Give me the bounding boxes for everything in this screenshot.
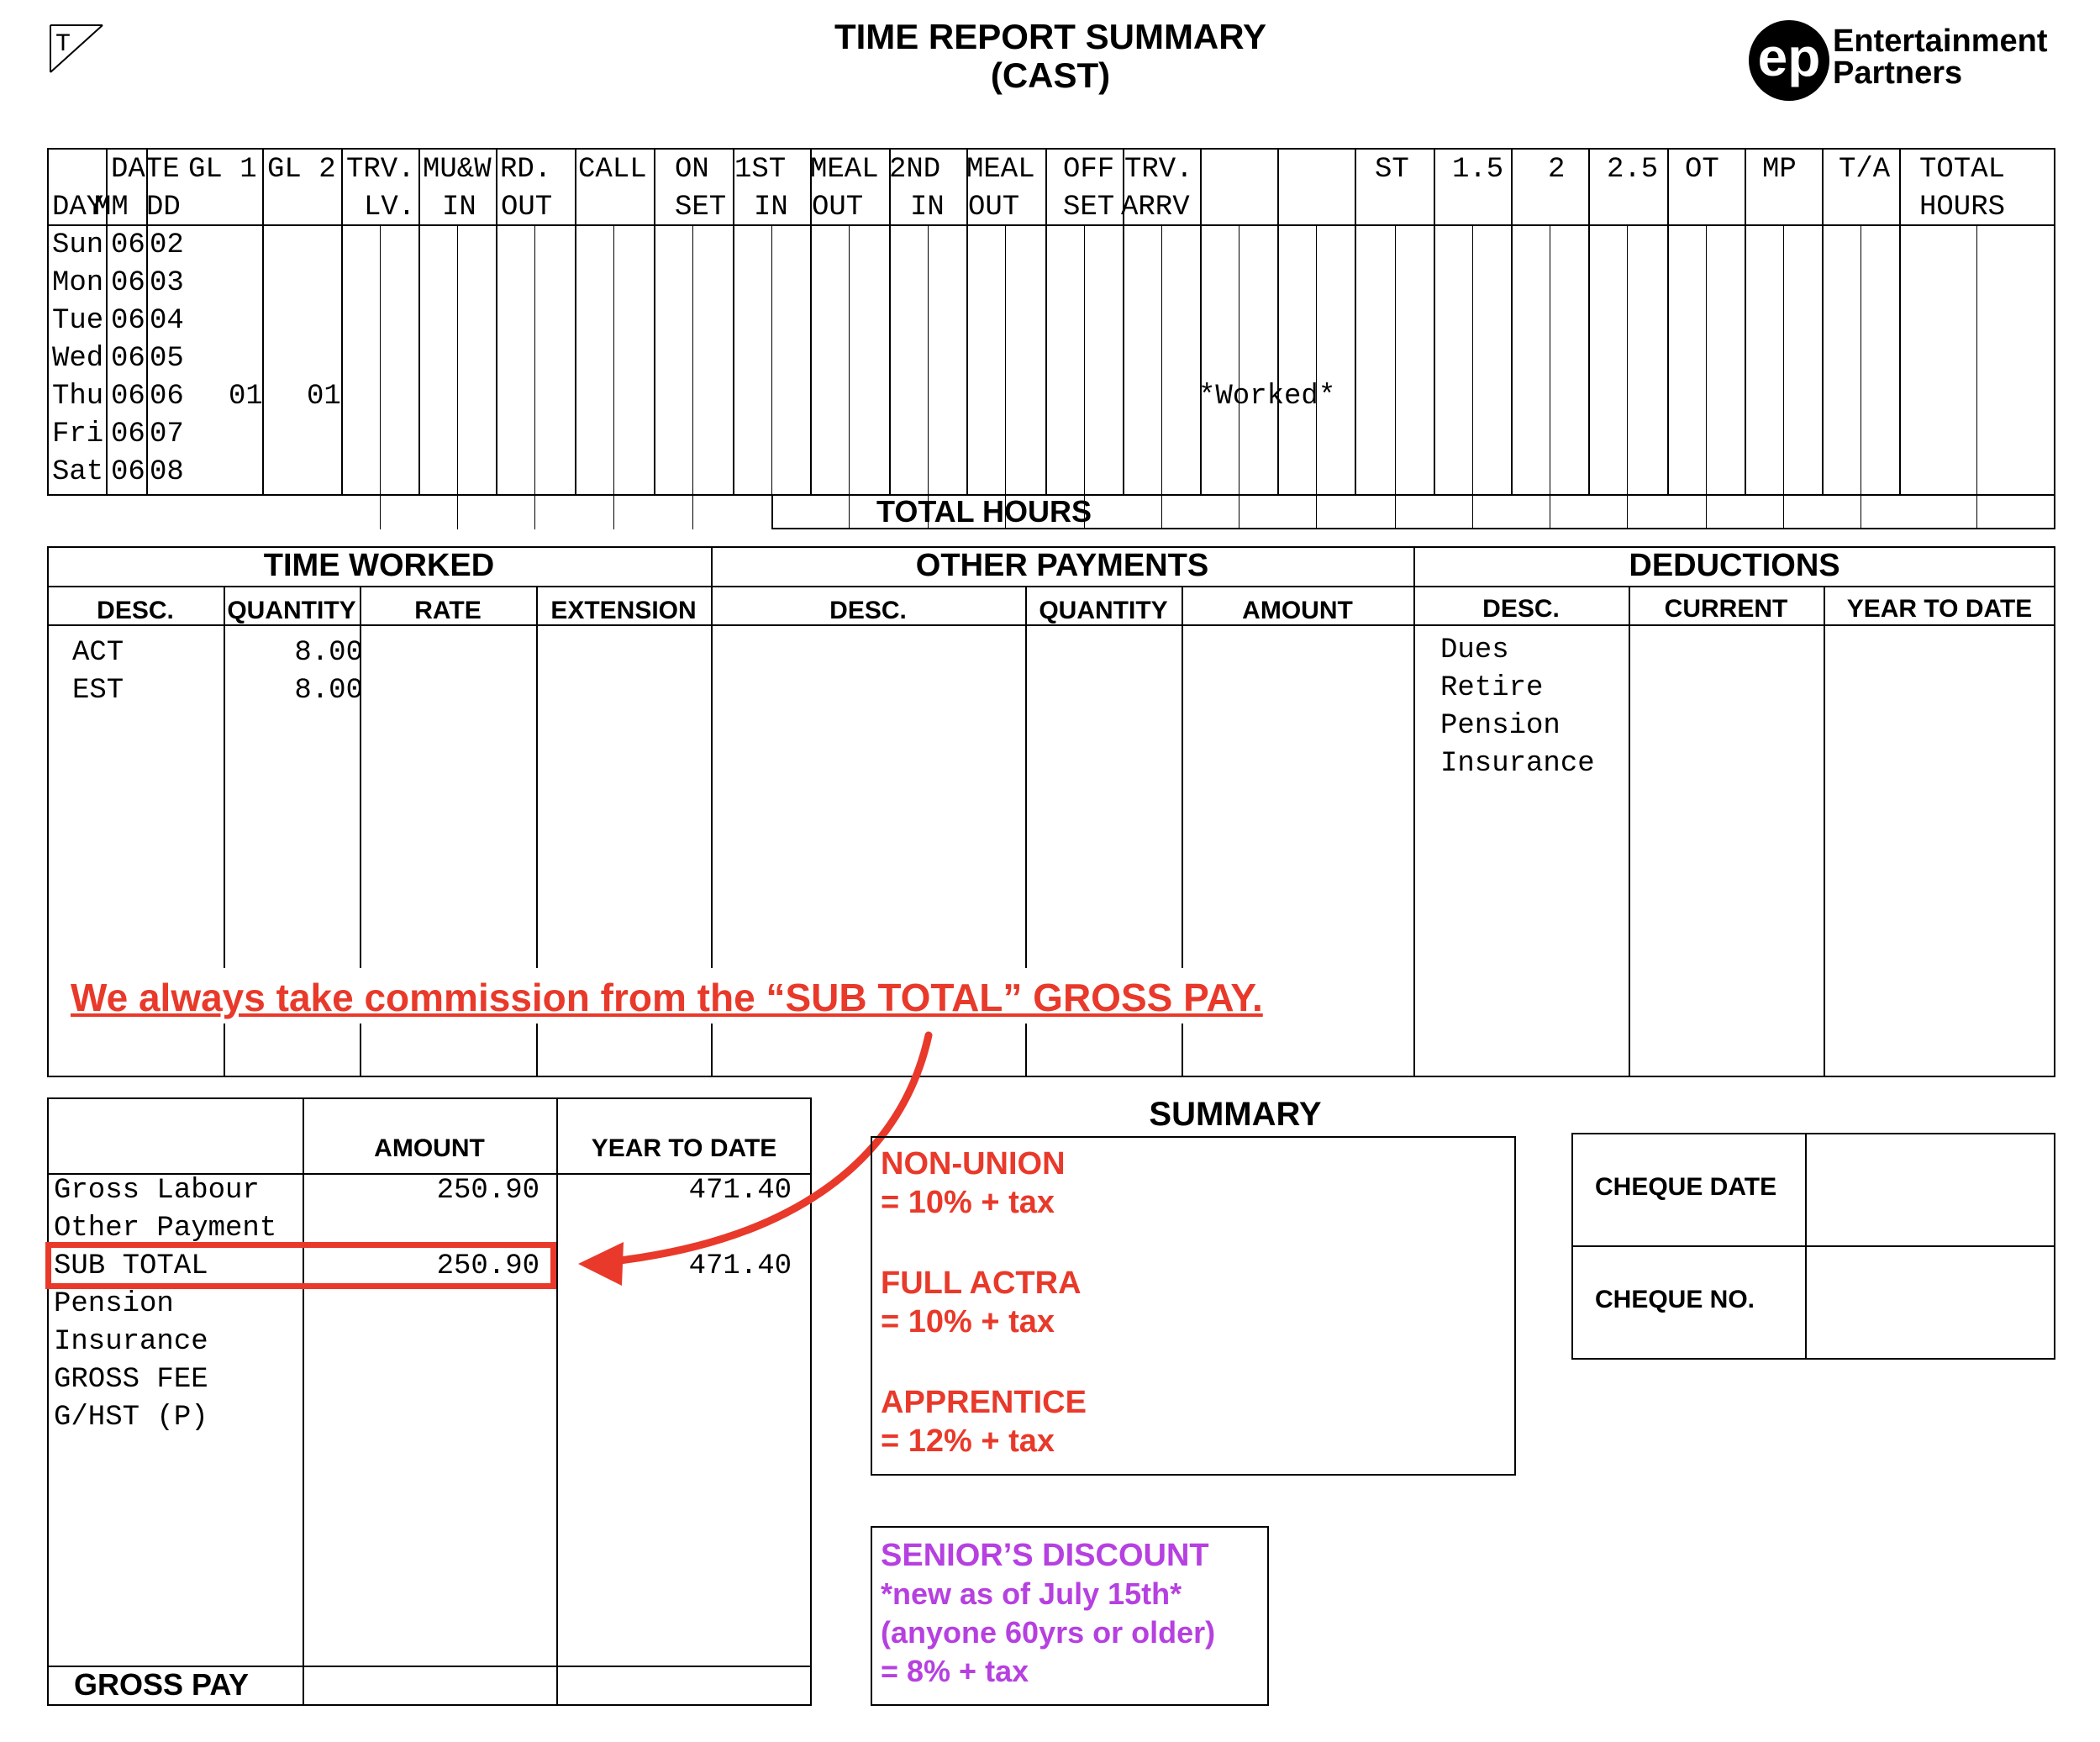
day-note: *Worked* xyxy=(1198,381,1336,413)
rate-value: = 10% + tax xyxy=(881,1185,1055,1220)
tw-extension-header: EXTENSION xyxy=(550,597,697,624)
ded-desc-header: DESC. xyxy=(1482,595,1560,623)
day-name: Sun xyxy=(52,229,104,261)
col-gl1-header: GL 1 xyxy=(188,154,257,186)
cheque-no-label: CHEQUE NO. xyxy=(1595,1286,1755,1313)
brand-name-line1: Entertainment xyxy=(1833,24,2048,59)
col-on-set-header: ON xyxy=(675,154,709,186)
pay-label: GROSS FEE xyxy=(54,1364,208,1396)
col-2-5-header: 2.5 xyxy=(1607,154,1659,186)
cheque-box xyxy=(1571,1133,2055,1360)
tw-rate-header: RATE xyxy=(414,597,482,624)
col-lv-header: LV. xyxy=(364,192,416,224)
day-name: Wed xyxy=(52,343,104,375)
rate-name: FULL ACTRA xyxy=(881,1266,1082,1301)
col-meal2-out-header: OUT xyxy=(968,192,1020,224)
col-2nd-header: 2ND xyxy=(889,154,941,186)
gross-pay-label: GROSS PAY xyxy=(74,1667,250,1702)
day-dd: 03 xyxy=(150,267,184,299)
deductions-heading: DEDUCTIONS xyxy=(1629,548,1840,583)
day-mm: 06 xyxy=(111,381,145,413)
day-dd: 04 xyxy=(150,305,184,337)
seniors-line1: SENIOR’S DISCOUNT xyxy=(881,1538,1209,1573)
day-mm: 06 xyxy=(111,418,145,450)
brand-name-line2: Partners xyxy=(1833,55,1963,91)
col-off-set-header: OFF xyxy=(1063,154,1115,186)
pay-label: Other Payment xyxy=(54,1213,277,1245)
pay-amount: 250.90 xyxy=(436,1175,539,1207)
day-mm: 06 xyxy=(111,343,145,375)
col-hours-header: HOURS xyxy=(1919,192,2006,224)
ytd-header: YEAR TO DATE xyxy=(591,1134,777,1162)
pay-label: Gross Labour xyxy=(54,1175,260,1207)
col-1st-header: 1ST xyxy=(734,154,787,186)
col-ta-header: T/A xyxy=(1839,154,1891,186)
day-gl2: 01 xyxy=(307,381,341,413)
day-dd: 07 xyxy=(150,418,184,450)
col-ot-header: OT xyxy=(1685,154,1719,186)
col-meal1-out-header: OUT xyxy=(812,192,864,224)
ep-logo-text: ep xyxy=(1757,27,1821,87)
seniors-line4: = 8% + tax xyxy=(881,1654,1029,1688)
day-name: Fri xyxy=(52,418,104,450)
pay-label: Pension xyxy=(54,1288,174,1320)
rate-name: APPRENTICE xyxy=(881,1385,1087,1420)
col-mm-header: MM xyxy=(94,192,129,224)
day-gl1: 01 xyxy=(229,381,263,413)
day-mm: 06 xyxy=(111,229,145,261)
op-desc-header: DESC. xyxy=(829,597,907,624)
day-name: Tue xyxy=(52,305,104,337)
col-2nd-in-header: IN xyxy=(910,192,945,224)
tw-quantity-header: QUANTITY xyxy=(227,597,356,624)
rate-name: NON-UNION xyxy=(881,1146,1066,1182)
col-set-header: SET xyxy=(675,192,727,224)
summary-box xyxy=(871,1136,1516,1476)
day-dd: 06 xyxy=(150,381,184,413)
pay-ytd: 471.40 xyxy=(688,1175,792,1207)
amount-header: AMOUNT xyxy=(374,1134,485,1162)
col-muw-header: MU&W xyxy=(423,154,492,186)
day-name: Thu xyxy=(52,381,104,413)
col-call-header: CALL xyxy=(578,154,647,186)
other-payments-heading: OTHER PAYMENTS xyxy=(915,548,1209,583)
ded-item: Dues xyxy=(1440,634,1509,666)
pay-label: SUB TOTAL xyxy=(54,1250,208,1282)
tw-desc-header: DESC. xyxy=(97,597,174,624)
cheque-date-label: CHEQUE DATE xyxy=(1595,1173,1777,1201)
rate-value: = 12% + tax xyxy=(881,1424,1055,1459)
col-off-set-bottom-header: SET xyxy=(1063,192,1115,224)
col-meal2-header: MEAL xyxy=(966,154,1035,186)
col-dd-header: DD xyxy=(146,192,181,224)
col-mp-header: MP xyxy=(1762,154,1797,186)
time-worked-heading: TIME WORKED xyxy=(263,548,495,583)
corner-mark-letter: T xyxy=(55,30,71,59)
col-gl2-header: GL 2 xyxy=(267,154,336,186)
total-hours-label: TOTAL HOURS xyxy=(876,494,1092,529)
ded-item: Insurance xyxy=(1440,748,1595,780)
op-amount-header: AMOUNT xyxy=(1242,597,1353,624)
op-quantity-header: QUANTITY xyxy=(1039,597,1168,624)
seniors-discount-box xyxy=(871,1526,1269,1706)
pay-label: Insurance xyxy=(54,1326,208,1358)
day-mm: 06 xyxy=(111,305,145,337)
rate-value: = 10% + tax xyxy=(881,1304,1055,1339)
day-mm: 06 xyxy=(111,456,145,488)
day-dd: 02 xyxy=(150,229,184,261)
col-meal1-header: MEAL xyxy=(810,154,879,186)
col-day-header: DAY xyxy=(52,192,104,224)
tw-desc: ACT xyxy=(72,637,124,669)
form-title: TIME REPORT SUMMARY xyxy=(834,17,1267,56)
col-st-header: ST xyxy=(1375,154,1409,186)
seniors-line3: (anyone 60yrs or older) xyxy=(881,1615,1216,1650)
day-dd: 08 xyxy=(150,456,184,488)
tw-desc: EST xyxy=(72,675,124,707)
tw-qty: 8.00 xyxy=(294,675,363,707)
col-2-header: 2 xyxy=(1548,154,1566,186)
col-rd-header: RD. xyxy=(500,154,552,186)
tw-qty: 8.00 xyxy=(294,637,363,669)
day-mm: 06 xyxy=(111,267,145,299)
pay-ytd: 471.40 xyxy=(688,1250,792,1282)
col-arrv-header: ARRV xyxy=(1121,192,1190,224)
day-dd: 05 xyxy=(150,343,184,375)
pay-label: G/HST (P) xyxy=(54,1402,208,1434)
ded-current-header: CURRENT xyxy=(1664,595,1788,623)
day-name: Mon xyxy=(52,267,104,299)
col-mu-in-header: IN xyxy=(442,192,476,224)
col-trv-arrv-header: TRV. xyxy=(1124,154,1193,186)
summary-heading: SUMMARY xyxy=(1149,1096,1322,1133)
col-1st-in-header: IN xyxy=(754,192,788,224)
day-name: Sat xyxy=(52,456,104,488)
col-trv-lv-header: TRV. xyxy=(346,154,415,186)
form-subtitle: (CAST) xyxy=(990,55,1111,95)
commission-annotation: We always take commission from the “SUB TOTAL” GROSS PAY. xyxy=(71,976,1263,1019)
pay-amount: 250.90 xyxy=(436,1250,539,1282)
col-1-5-header: 1.5 xyxy=(1452,154,1504,186)
col-total-header: TOTAL xyxy=(1919,154,2006,186)
ded-ytd-header: YEAR TO DATE xyxy=(1846,595,2033,623)
seniors-line2: *new as of July 15th* xyxy=(881,1576,1182,1611)
ded-item: Retire xyxy=(1440,672,1544,704)
col-rd-out-header: OUT xyxy=(501,192,553,224)
col-date-header: DATE xyxy=(111,154,180,186)
ded-item: Pension xyxy=(1440,710,1561,742)
